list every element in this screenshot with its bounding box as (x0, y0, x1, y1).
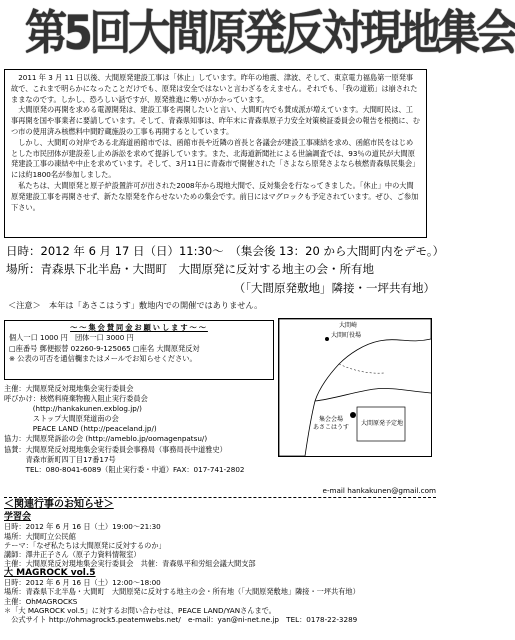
rock-line: ＊「大 MAGROCK vol.5」に対するお問い合わせは、PEACE LAND/YANさんまで。 (4, 605, 276, 615)
notice: ＜注意＞ 本年は「あさこはうす」敷地内での開催ではありません。 (8, 300, 263, 310)
events-heading (4, 498, 114, 512)
location-map (278, 318, 432, 457)
study-line: 場所：大間町立公民館 (4, 531, 76, 541)
org-line: 主催：大間原発反対現地集会実行委員会 (4, 384, 134, 393)
org-line: (http://hankakunen.exblog.jp/) (4, 404, 142, 414)
org-line: ストップ大間原発道南の会 (4, 414, 119, 424)
intro-paragraph: 大間原発の再開を求める電源開発は、建設工事を再開したいと言い、大間町内でも賛成派が増えています。大間町民は、工事再開を国や事業者に要請しています。そして、青森県知事は、昨年末に青森県原子力安全対策検証委員会の報告を根拠に、むつ市の使用済み核燃料中間貯蔵施設の工事も再開するとしています。 (11, 105, 420, 136)
intro-box (4, 69, 427, 238)
place-line-detail: （「大間原発敷地」隣接・一坪共有地） (233, 281, 435, 295)
study-line: 講師：澤井正子さん（原子力資料情報室） (4, 550, 141, 560)
study-line: 日時：2012 年 6 月 16 日（土）19:00〜21:30 (4, 522, 161, 532)
org-line: 協力：大間原発訴訟の会 (http://ameblo.jp/oomagenpatsu/) (4, 434, 208, 444)
contact-email: e-mail hankakunen@gmail.com (322, 486, 436, 495)
place-line: 場所：青森県下北半島・大間町 大間原発に反対する地主の会・所有地 (6, 262, 374, 276)
study-title: 学習会 (4, 512, 32, 522)
events-list (4, 513, 436, 625)
rock-line: 場所：青森県下北半島・大間町 大間原発に反対する地主の会・所有地（「大間原発敷地」隣接・一坪共有地） (4, 587, 360, 597)
intro-paragraph: しかし、大間町の対岸である北海道函館市では、函館市長や近隣の首長と各議会が建設工事凍結を求め、函館市民をはじめとした市民団体が建設差し止め訴訟を求めて提訴しています。また、北海道新聞社による世論調査では、93％の道民が大間原発建設工事の凍結や中止を求めています。そして、3月11日に青森市で開催された「さよなら原発さよなら核燃青森県民集会」には約1800名が参加しました。 (11, 137, 420, 180)
map-label: 集会会場 (319, 416, 344, 423)
donation-account: □座番号 郵便振替 02260-9-125065 □座名 大間原発反対 (9, 343, 200, 353)
rock-line: 公式サイト http://ohmagrock5.peatemwebs.net/ e-mail：yan@ni-net.ne.jp TEL：0178-22-3289 (4, 615, 358, 625)
donation-heading: 〜〜集会賛同金お願いします〜〜 (70, 323, 208, 332)
events-heading-text: ＜関連行事のお知らせ＞ (4, 499, 114, 510)
page-title: 第5回大間原発反対現地集会 (24, 6, 515, 61)
rock-title: 大 MAGROCK vol.5 (4, 567, 96, 578)
study-line: テーマ：「なぜ私たちは大間原発に反対するのか」 (4, 540, 166, 550)
org-line: 青森市新町四丁目17番17号 (4, 454, 116, 464)
donation-box (4, 320, 274, 380)
rock-line: 主催：OhMAGROCKS (4, 596, 78, 606)
map-label: あさこはうす (313, 424, 350, 431)
map-label: 大間町役場 (331, 332, 362, 339)
map-label: 大間崎 (339, 322, 358, 329)
org-line: TEL：080-8041-6089（阻止実行委・中道）FAX：017-741-2802 (4, 464, 245, 474)
venue-marker (350, 412, 356, 418)
donation-note: ※ 公表の可否を通信欄またはメールでお知らせください。 (9, 353, 197, 363)
donation-amounts: 個人一口 1000 円 団体一口 3000 円 (9, 333, 134, 343)
map-label: 大間原発予定地 (361, 420, 404, 427)
org-line: PEACE LAND (http://peaceland.jp/) (4, 424, 157, 434)
intro-paragraph: 私たちは、大間原発と原子炉設置許可が出された2008年から現地大間で、反対集会を行なってきました。「休止」中の大間原発建設工事を再開させず、新たな原発を作らせないための集会です。前日にはマグロックも予定されています。ぜひ、ご参加下さい。 (11, 180, 419, 212)
date-line: 日時：2012 年 6 月 17 日（日）11:30～ （集会後 13：20 から大間町内をデモ。） (6, 244, 445, 258)
intro-paragraph: 2011 年 3 月 11 日以後、大間原発建設工事は「休止」しています。昨年の地震、津波、そして、東京電力福島第一原発事故で、これまで明らかになったことだけでも、原発は安全ではないと言わざるをえません。それでも、「我の道筋」は崩されたままなのです。しかし、恐ろしい話ですが、原発推進に勢いがかかっています。 (11, 73, 418, 104)
rock-line: 日時：2012 年 6 月 16 日（土）12:00〜18:00 (4, 578, 161, 588)
map-drawing (279, 319, 431, 456)
organizers (4, 384, 276, 475)
org-line: 協賛：大間原発反対現地集会実行委員会事務局（事務局長中道雅史） (4, 444, 227, 454)
org-line: 呼びかけ：核燃料廃棄物搬入阻止実行委員会 (4, 394, 148, 404)
study-line: 主催：大間原発反対現地集会実行委員会 共催：青森県平和労組会議大間支部 (4, 559, 256, 569)
